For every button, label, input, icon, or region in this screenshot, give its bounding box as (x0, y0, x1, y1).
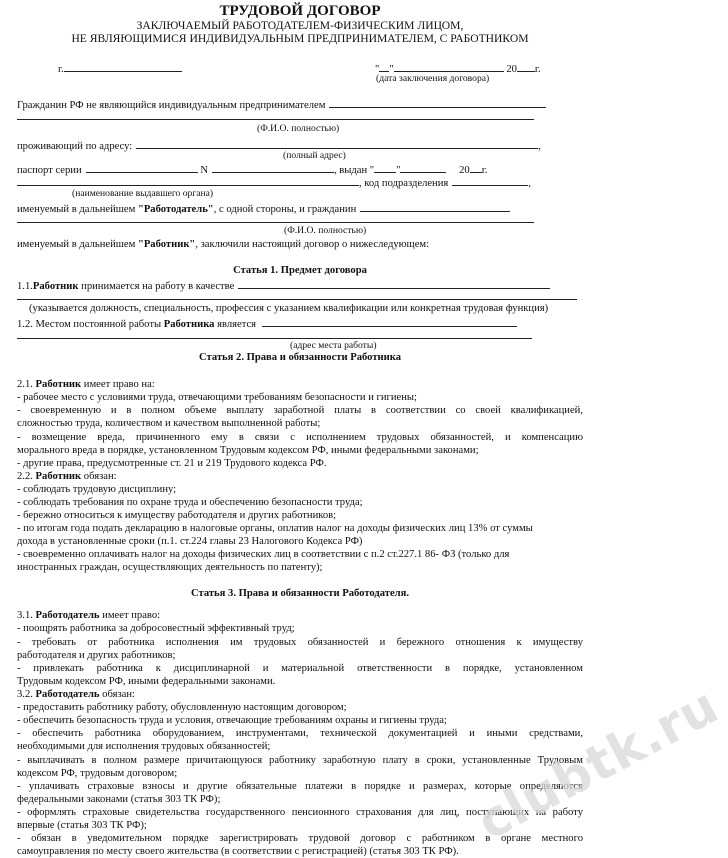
employer-right-2-line-1: - требовать от работника исполнения им трудовых обязанностей и бережного отношения к имуществу (17, 637, 583, 648)
right-4: - другие права, предусмотренные ст. 21 и 219 Трудового кодекса РФ. (17, 458, 327, 469)
duty-4-line-2: дохода в установленные сроки (п.1. ст.224 главы 23 Налогового Кодекса РФ) (17, 536, 363, 547)
employer-duty-7-line-1: - обязан в уведомительном порядке зарегистрировать трудовой договор с работником в органе местного (17, 833, 583, 844)
employer-duty-2: - обеспечить безопасность труда и условия, отвечающие требованиям охраны и гигиены труда; (17, 715, 447, 726)
citizen-line: Гражданин РФ не являющийся индивидуальным предпринимателем (17, 97, 546, 112)
city-field: г. (58, 61, 182, 76)
worker-fill-line (17, 222, 534, 223)
watermark-logo: clubtk.ru (468, 676, 728, 852)
address-caption: (полный адрес) (283, 150, 346, 161)
duty-4-line-1: - по итогам года подать декларацию в налоговые органы, оплатив налог на доходы физических лиц 13% от суммы (17, 523, 533, 534)
employer-right-2-line-2: работодателя и других работников; (17, 650, 176, 661)
duty-1: - соблюдать трудовую дисциплину; (17, 484, 177, 495)
employer-duty-1: - предоставить работнику работу, обусловленную настоящим договором; (17, 702, 347, 713)
employer-duty-5-line-2: федеральными законами (статья 303 ТК РФ); (17, 794, 221, 805)
employer-duty-3-line-2: необходимыми для исполнения трудовых обязанностей; (17, 741, 271, 752)
article-2-heading: Статья 2. Права и обязанности Работника (198, 352, 401, 363)
employer-duty-4-line-1: - выплачивать в полном размере причитающуюся работнику заработную плату в сроки, установленные Трудовым (17, 755, 583, 766)
clause-3-2: 3.2. Работодатель обязан: (17, 689, 135, 700)
clause-1-1-fill-line (17, 299, 577, 300)
clause-1-1-caption: (указывается должность, специальность, профессия с указанием квалификации или конкретная трудовая функция) (29, 303, 549, 314)
clause-1-2-fill-line (17, 338, 532, 339)
employer-duty-6-line-2: впервые (статья 303 ТК РФ); (17, 820, 147, 831)
clause-1-1: 1.1.Работник принимается на работу в качестве (17, 278, 550, 293)
right-3-line-2: морального вреда в порядке, установленном Трудовым кодексом РФ, иными федеральными законами; (17, 445, 479, 456)
employer-right-1: - поощрять работника за добросовестный эффективный труд; (17, 623, 295, 634)
employer-right-3-line-2: Трудовым кодексом РФ, иными федеральными законами. (17, 676, 276, 687)
date-caption: (дата заключения договора) (376, 73, 490, 84)
clause-3-1: 3.1. Работодатель имеет право: (17, 610, 161, 621)
duty-5-line-1: - своевременно оплачивать налог на доходы физических лиц в соответствии с п.2 ст.227.1 86- ФЗ (только для (17, 549, 510, 560)
citizen-fill-line (17, 119, 534, 120)
document-subtitle-2: НЕ ЯВЛЯЮЩИМИСЯ ИНДИВИДУАЛЬНЫМ ПРЕДПРИНИМАТЕЛЕМ, С РАБОТНИКОМ (71, 32, 529, 45)
clause-2-2: 2.2. Работник обязан: (17, 471, 117, 482)
employer-right-3-line-1: - привлекать работника к дисциплинарной и материальной ответственности в порядке, установленном (17, 663, 583, 674)
document-subtitle-1: ЗАКЛЮЧАЕМЫЙ РАБОТОДАТЕЛЕМ-ФИЗИЧЕСКИМ ЛИЦОМ, (136, 19, 464, 32)
dept-code-line: , код подразделения , (17, 175, 531, 190)
fio-caption: (Ф.И.О. полностью) (257, 123, 340, 134)
clause-1-2: 1.2. Местом постоянной работы Работника является (17, 316, 517, 331)
fio-caption-2: (Ф.И.О. полностью) (284, 225, 367, 236)
employer-line: именуемый в дальнейшем "Работодатель", с одной стороны, и гражданин (17, 201, 510, 216)
right-3-line-1: - возмещение вреда, причиненного ему в связи с исполнением трудовых обязанностей, и компенсацию (17, 432, 583, 443)
right-2-line-2: сложностью труда, количеством и качеством выполненной работы; (17, 418, 321, 429)
issuer-caption: (наименование выдавшего органа) (72, 188, 214, 199)
right-1: - рабочее место с условиями труда, отвечающими требованиям безопасности и гигиены; (17, 392, 417, 403)
duty-2: - соблюдать требования по охране труда и обеспечению безопасности труда; (17, 497, 363, 508)
employer-duty-5-line-1: - уплачивать страховые взносы и другие обязательные платежи в порядке и размерах, которые определяются (17, 781, 583, 792)
duty-3: - бережно относиться к имуществу работодателя и других работников; (17, 510, 337, 521)
date-field: " " 20 г. (375, 61, 541, 76)
employer-duty-4-line-2: кодексом РФ, трудовым договором; (17, 768, 178, 779)
article-3-heading: Статья 3. Права и обязанности Работодателя. (190, 588, 410, 599)
right-2-line-1: - своевременную и в полном объеме выплату заработной платы в соответствии со своей квалификацией, (17, 405, 583, 416)
duty-5-line-2: иностранных граждан, осуществляющих деятельность по патенту); (17, 562, 323, 573)
clause-2-1: 2.1. Работник имеет право на: (17, 379, 155, 390)
document-title: ТРУДОВОЙ ДОГОВОР (219, 3, 381, 19)
employer-duty-3-line-1: - обеспечить работника оборудованием, инструментами, технической документацией и иными средствами, (17, 728, 583, 739)
passport-line: паспорт серии N , выдан " " 20 г. (17, 162, 488, 177)
article-1-heading: Статья 1. Предмет договора (233, 265, 367, 276)
clause-1-2-caption: (адрес места работы) (290, 340, 377, 351)
employer-duty-7-line-2: самоуправления по месту своего жительства (в соответствии с регистрацией) (статья 303 ТК РФ). (17, 846, 459, 857)
employer-duty-6-line-1: - оформлять страховые свидетельства государственного пенсионного страхования для лиц, поступающих на работу (17, 807, 583, 818)
address-line: проживающий по адресу: , (17, 138, 541, 153)
worker-line: именуемый в дальнейшем "Работник", заключили настоящий договор о нижеследующем: (17, 239, 430, 250)
